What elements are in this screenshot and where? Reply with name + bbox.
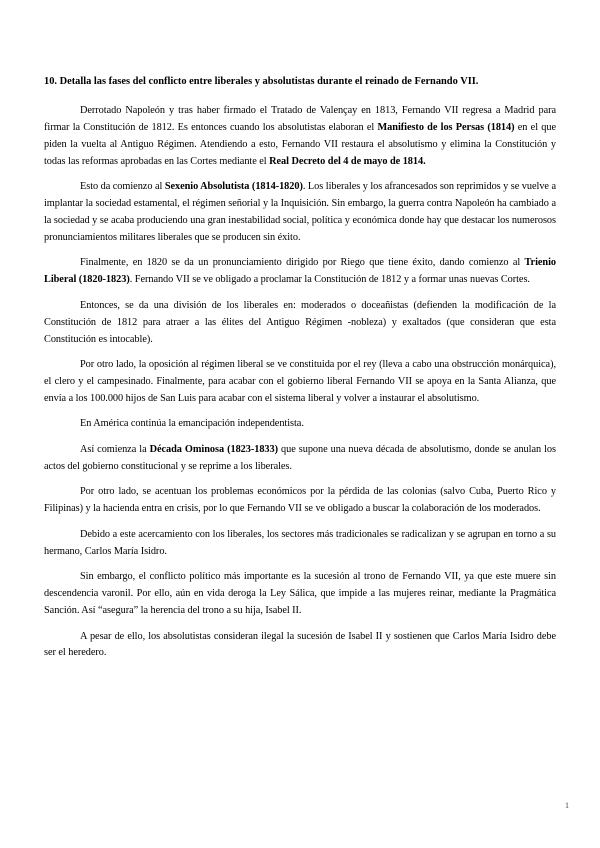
paragraph	[44, 179, 556, 247]
text-run: Por otro lado, se acentuan los problemas económicos por la pérdida de las colonias (salvo Cuba, Puerto Rico y Filipinas) y la hacienda entra en crisis, por lo que Fernando VII se ve obligado a buscar la colaboración de los moderados.	[44, 486, 556, 515]
text-run: Entonces, se da una división de los liberales en: moderados o doceañistas (defienden la modificación de la Constitución de 1812 para atraer a las élites del Antiguo Régimen -nobleza) y exaltados (que consideran que esta Constitución es intocable).	[44, 299, 556, 345]
bold-term: Manifiesto de los Persas (1814)	[377, 121, 515, 133]
paragraph	[44, 416, 556, 433]
page-number: 1	[565, 801, 569, 810]
paragraph	[44, 527, 556, 561]
paragraph	[44, 357, 556, 408]
question-heading: 10. Detalla las fases del conflicto entre liberales y absolutistas durante el reinado de Fernando VII.	[44, 76, 479, 87]
text-run: Por otro lado, la oposición al régimen liberal se ve constituida por el rey (lleva a cabo una obstrucción monárquica), el clero y el campesinado. Finalmente, para acabar con el gobierno liberal Fernando VII se apoya en la Santa Alianza, que envía a los 100.000 hijos de San Luis para acabar con el sistema liberal y volver a instaurar el absolutismo.	[44, 359, 556, 404]
text-run: Debido a este acercamiento con los liberales, los sectores más tradicionales se radicalizan y se agrupan en torno a su hermano, Carlos María Isidro.	[44, 528, 556, 557]
paragraph	[44, 255, 556, 289]
text-run: Esto da comienzo al	[80, 181, 165, 193]
paragraph-list	[44, 103, 556, 662]
bold-term: Década Ominosa (1823-1833)	[149, 443, 279, 455]
paragraph	[44, 103, 556, 171]
bold-term: Sexenio Absolutista (1814-1820)	[164, 181, 303, 193]
paragraph	[44, 442, 556, 476]
paragraph	[44, 569, 556, 620]
paragraph	[44, 298, 556, 349]
document-body	[44, 74, 556, 671]
paragraph	[44, 629, 556, 663]
paragraph	[44, 484, 556, 518]
text-run: en el que piden la vuelta al Antiguo Régimen. Atendiendo a esto, Fernando VII restaura el absolutismo y elimina la Constitución y todas las reformas aprobadas en las Cortes mediante el	[44, 121, 556, 167]
text-run: Así comienza la	[80, 443, 150, 455]
text-run: En América continúa la emancipación independentista.	[80, 418, 304, 430]
text-run: Derrotado Napoleón y tras haber firmado el Tratado de Valençay en 1813, Fernando VII regresa a Madrid para firmar la Constitución de 1812. Es entonces cuando los absolutistas elaboran el	[44, 105, 556, 133]
text-run: que supone una nueva década de absolutismo, donde se anulan los actos del gobierno constitucional y se reprime a los liberales.	[44, 443, 556, 472]
bold-term: Trienio Liberal (1820-1823)	[44, 257, 556, 286]
text-run: Finalmente, en 1820 se da un pronunciamiento dirigido por Riego que tiene éxito, dando comienzo al	[80, 257, 525, 269]
bold-term: Real Decreto del 4 de mayo de 1814.	[269, 155, 426, 167]
text-run: Sin embargo, el conflicto político más importante es la sucesión al trono de Fernando VII, ya que este muere sin descendencia varonil. Por ello, aún en vida deroga la Ley Sálica, que impide a las mujeres reinar, mediante la Pragmática Sanción. Así “asegura” la herencia del trono a su hija, Isabel II.	[44, 571, 556, 616]
text-run: A pesar de ello, los absolutistas consideran ilegal la sucesión de Isabel II y sostienen que Carlos María Isidro debe ser el heredero.	[44, 630, 556, 659]
text-run: . Fernando VII se ve obligado a proclamar la Constitución de 1812 y a formar unas nuevas Cortes.	[129, 274, 530, 286]
text-run: . Los liberales y los afrancesados son reprimidos y se vuelve a implantar la sociedad estamental, el régimen señorial y la Inquisición. Sin embargo, la guerra contra Napoleón ha cambiado a la sociedad y se acaba produciendo una gran inestabilidad social, política y económica donde hay que destacar los numerosos pronunciamientos militares liberales que se producen sin éxito.	[44, 181, 557, 243]
